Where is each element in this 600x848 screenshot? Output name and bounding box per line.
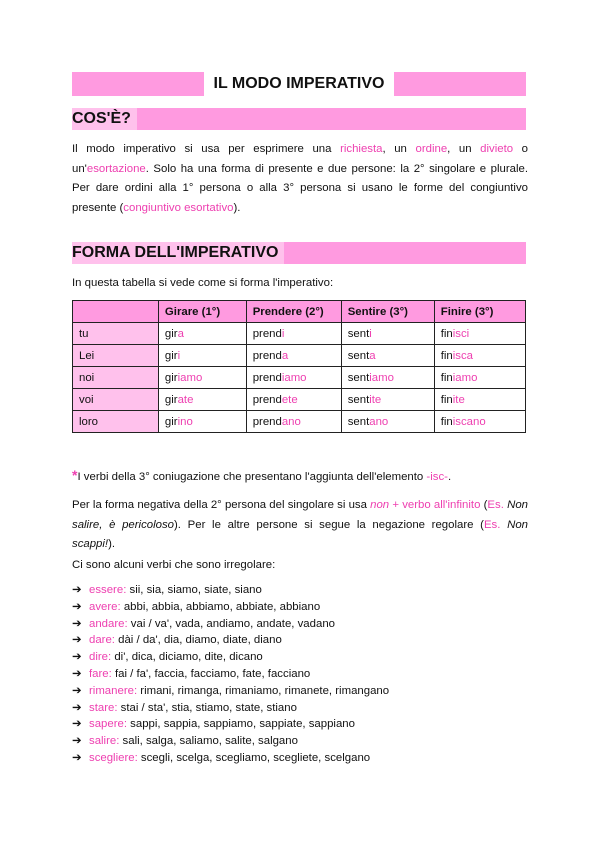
note-isc: -isc- xyxy=(426,471,448,483)
column-header: Finire (3°) xyxy=(434,301,525,323)
irregular-forms: sii, sia, siamo, siate, siano xyxy=(126,584,262,596)
paragraph-text: ). xyxy=(108,538,116,550)
irregular-forms: vai / va', vada, andiamo, andate, vadano xyxy=(127,617,335,630)
arrow-icon: ➔ xyxy=(72,600,82,613)
irregular-verb: fare: xyxy=(89,667,112,680)
section-heading-cose-text: COS'È? xyxy=(72,108,137,130)
pronoun-cell: tu xyxy=(73,323,159,345)
list-item xyxy=(72,616,389,633)
paragraph-text: . Solo ha una forma di presente e due persone: la 2° singolare e plurale. Per dare ordini alla 1° persona o alla 3° persona si usano le forme del congiuntivo presente ( xyxy=(72,162,528,214)
paragraph-text: , un xyxy=(382,143,416,155)
verb-ending: iamo xyxy=(369,371,394,384)
irregular-verb: dare: xyxy=(89,634,115,647)
verb-stem: gir xyxy=(164,349,178,362)
conjugation-cell xyxy=(158,323,246,345)
irregular-forms: rimani, rimanga, rimaniamo, rimanete, rimangano xyxy=(137,684,390,697)
irregular-verb: rimanere: xyxy=(89,684,138,697)
arrow-icon: ➔ xyxy=(72,701,82,714)
verb-stem: gir xyxy=(164,393,178,406)
page-title: IL MODO IMPERATIVO xyxy=(204,72,395,96)
verb-ending: ano xyxy=(281,415,301,428)
irregular-forms: dài / da', dia, diamo, diate, diano xyxy=(114,634,282,647)
highlight-term: Es. xyxy=(487,499,504,511)
conjugation-cell xyxy=(341,323,434,345)
highlight-term: richiesta xyxy=(340,143,383,155)
arrow-icon: ➔ xyxy=(72,584,82,596)
list-item xyxy=(72,683,389,700)
verb-stem: fin xyxy=(440,371,453,384)
conjugation-cell xyxy=(434,389,525,411)
verb-ending: ite xyxy=(369,393,382,406)
conjugation-cell xyxy=(246,323,341,345)
list-item xyxy=(72,700,389,717)
conjugation-cell xyxy=(158,367,246,389)
highlight-term: esortazione xyxy=(86,162,146,175)
conjugation-cell xyxy=(434,367,525,389)
irregular-forms: sappi, sappia, sappiamo, sappiate, sappiano xyxy=(127,718,355,731)
note-text: I verbi della 3° coniugazione che presentano l'aggiunta dell'elemento xyxy=(77,471,427,483)
verb-stem: prend xyxy=(252,415,282,428)
paragraph-text: Per la forma negativa della 2° persona del singolare si usa xyxy=(72,499,371,511)
title-banner xyxy=(72,72,526,96)
highlight-term: Non scappi! xyxy=(72,518,528,550)
verb-ending: iamo xyxy=(177,371,203,384)
conjugation-cell xyxy=(158,389,246,411)
pronoun-cell: Lei xyxy=(73,345,159,367)
arrow-icon: ➔ xyxy=(72,751,82,764)
list-item xyxy=(72,733,389,750)
table-row xyxy=(73,345,526,367)
table-row xyxy=(73,367,526,389)
paragraph-text: o un' xyxy=(72,143,529,175)
highlight-term: + verbo all'infinito xyxy=(389,499,481,511)
conjugation-cell xyxy=(341,367,434,389)
verb-stem: gir xyxy=(164,327,178,340)
column-header: Sentire (3°) xyxy=(341,301,434,323)
verb-ending: ate xyxy=(177,393,194,406)
verb-stem: sent xyxy=(347,327,370,340)
verb-stem: gir xyxy=(164,371,178,384)
paragraph-text: ). Per le altre persone si segue la negazione regolare ( xyxy=(174,518,484,531)
section-heading-forma-text: FORMA DELL'IMPERATIVO xyxy=(72,242,284,264)
verb-ending: iscano xyxy=(452,415,486,428)
irregular-verbs-list xyxy=(72,582,389,767)
paragraph-text: ( xyxy=(480,499,488,511)
verb-stem: prend xyxy=(252,327,282,340)
verb-stem: fin xyxy=(440,393,453,406)
conjugation-cell xyxy=(158,411,246,433)
table-header-row xyxy=(73,301,526,323)
definition-paragraph xyxy=(72,140,528,218)
table-row xyxy=(73,323,526,345)
verb-stem: sent xyxy=(347,393,370,406)
column-header: Girare (1°) xyxy=(158,301,246,323)
verb-ending: iamo xyxy=(452,371,478,384)
conjugation-cell xyxy=(246,345,341,367)
arrow-icon: ➔ xyxy=(72,735,82,748)
verb-stem: prend xyxy=(252,349,282,362)
arrow-icon: ➔ xyxy=(72,667,82,680)
highlight-term: ordine xyxy=(415,143,448,155)
arrow-icon: ➔ xyxy=(72,718,82,731)
irregular-verb: stare: xyxy=(89,701,118,714)
highlight-term: congiuntivo esortativo xyxy=(123,201,234,214)
verb-stem: prend xyxy=(252,393,282,406)
table-intro: In questa tabella si vede come si forma l'imperativo: xyxy=(72,277,334,289)
verb-stem: gir xyxy=(164,415,178,428)
negative-paragraph xyxy=(72,496,528,555)
arrow-icon: ➔ xyxy=(72,651,82,664)
list-item xyxy=(72,666,389,683)
list-item xyxy=(72,716,389,733)
table-row xyxy=(73,389,526,411)
verb-stem: fin xyxy=(440,327,453,340)
irregular-verb: essere: xyxy=(89,584,127,596)
irregular-forms: di', dica, diciamo, dite, dicano xyxy=(111,651,263,664)
verb-ending: ino xyxy=(177,415,193,428)
arrow-icon: ➔ xyxy=(72,617,82,630)
verb-ending: a xyxy=(177,327,184,340)
note-end: . xyxy=(447,471,452,483)
verb-ending: ite xyxy=(452,393,465,406)
highlight-term: divieto xyxy=(480,143,514,155)
paragraph-text: , un xyxy=(447,143,481,155)
irregular-verb: dire: xyxy=(89,651,112,664)
table-row xyxy=(73,411,526,433)
verb-ending: i xyxy=(177,349,181,362)
conjugation-cell xyxy=(158,345,246,367)
highlight-term: Non salire, è pericoloso xyxy=(72,499,528,531)
irregular-forms: fai / fa', faccia, facciamo, fate, facciano xyxy=(111,667,311,680)
list-item xyxy=(72,599,389,616)
irregular-forms: scegli, scelga, scegliamo, scegliete, scelgano xyxy=(137,751,371,764)
irregular-verb: sapere: xyxy=(89,718,127,731)
conjugation-cell xyxy=(434,323,525,345)
verb-ending: ete xyxy=(281,393,298,406)
conjugation-cell xyxy=(341,345,434,367)
irregular-verb: scegliere: xyxy=(89,751,138,764)
asterisk: * xyxy=(72,467,78,483)
conjugation-table xyxy=(72,300,526,433)
irregular-verb: salire: xyxy=(89,735,120,748)
irregular-verb: avere: xyxy=(89,600,121,613)
highlight-term: Es. xyxy=(483,518,501,531)
section-heading-cose xyxy=(72,108,526,130)
list-item xyxy=(72,649,389,666)
paragraph-text: Il modo imperativo si usa per esprimere una xyxy=(72,143,341,155)
verb-ending: iamo xyxy=(281,371,307,384)
verb-ending: a xyxy=(281,349,289,362)
conjugation-cell xyxy=(246,367,341,389)
irregular-forms: abbi, abbia, abbiamo, abbiate, abbiano xyxy=(120,600,321,613)
title-bar-right xyxy=(394,72,526,96)
pronoun-cell: loro xyxy=(73,411,159,433)
verb-stem: fin xyxy=(440,349,453,362)
conjugation-cell xyxy=(434,345,525,367)
conjugation-cell xyxy=(341,411,434,433)
verb-stem: prend xyxy=(252,371,282,384)
verb-ending: ano xyxy=(369,415,389,428)
verb-ending: i xyxy=(281,327,285,340)
verb-stem: fin xyxy=(440,415,453,428)
column-header: Prendere (2°) xyxy=(246,301,341,323)
table-corner xyxy=(73,301,159,323)
title-bar-left xyxy=(72,72,204,96)
verb-stem: sent xyxy=(347,349,370,362)
verb-ending: i xyxy=(369,327,372,340)
conjugation-cell xyxy=(246,389,341,411)
pronoun-cell: voi xyxy=(73,389,159,411)
verb-ending: isci xyxy=(452,327,470,340)
verb-stem: sent xyxy=(347,415,370,428)
verb-stem: sent xyxy=(347,371,370,384)
isc-note xyxy=(72,466,528,488)
irregular-forms: stai / sta', stia, stiamo, state, stiano xyxy=(117,701,297,714)
irregular-verb: andare: xyxy=(89,617,128,630)
paragraph-text: ). xyxy=(233,201,241,214)
verb-ending: a xyxy=(369,349,376,362)
irregular-intro: Ci sono alcuni verbi che sono irregolare: xyxy=(72,559,276,571)
list-item xyxy=(72,582,389,599)
conjugation-cell xyxy=(246,411,341,433)
section-heading-forma xyxy=(72,242,526,264)
list-item xyxy=(72,632,389,649)
conjugation-cell xyxy=(341,389,434,411)
arrow-icon: ➔ xyxy=(72,684,82,697)
pronoun-cell: noi xyxy=(73,367,159,389)
conjugation-cell xyxy=(434,411,525,433)
arrow-icon: ➔ xyxy=(72,634,82,647)
list-item xyxy=(72,750,389,767)
verb-ending: isca xyxy=(452,349,474,362)
irregular-forms: sali, salga, saliamo, salite, salgano xyxy=(119,735,298,748)
highlight-term: non xyxy=(370,499,390,511)
